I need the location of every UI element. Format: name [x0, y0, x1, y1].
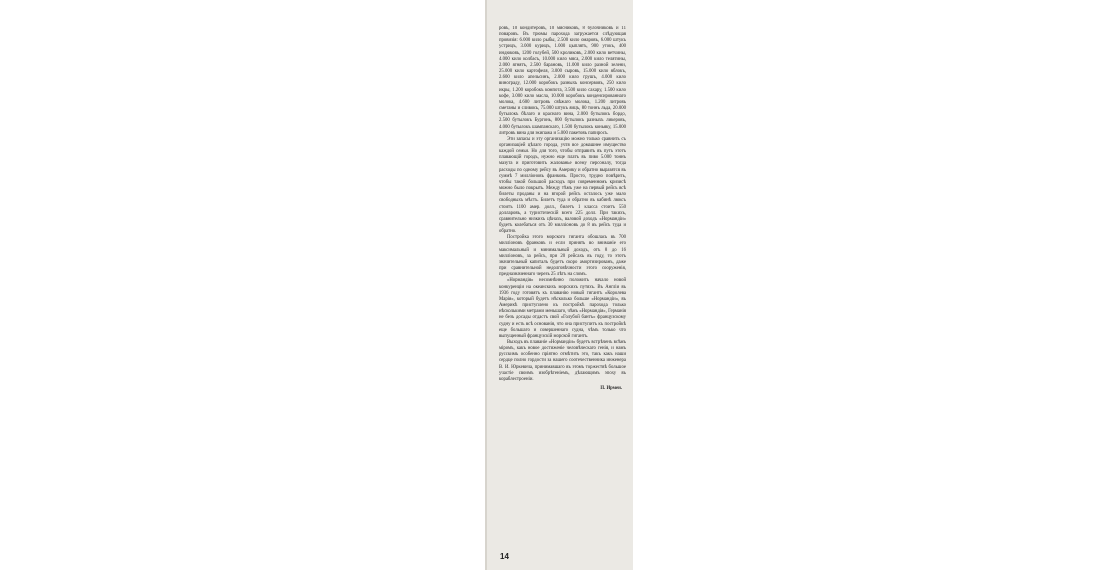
author-signature: П. Ирмен.: [600, 386, 622, 392]
paragraph-costs: Эти запасы и эту организацію можно только сравнить съ организаціей цѣлаго города, учтя все домашнее имущество каждой семьи. Но для того, чтобы отправить въ путь этотъ плавающій городъ, нужно еще платъ въ пиво 5.000 тоннъ мазута и приготовить жалованье всему персоналу, тогда расходы по одному рейсу въ Америку и обратно выразятся въ суммѣ 7 милліоновъ франковъ. Просто, трудно повѣрить, чтобы такой большой расходъ при современномъ кризисѣ можно было покрыть. Между тѣмъ уже на первый рейсъ всѣ билеты проданы и на второй рейсъ осталось уже мало свободныхъ мѣстъ. Билетъ туда и обратно въ кабинѣ люксъ стоитъ 1100 амер. долл., билетъ 1 класса стоитъ 550 долларовъ, а туристическій всего 225 долл. При такихъ, сравнительно низкихъ цѣнахъ, валовой доходъ «Нормандіи» будетъ колебаться отъ 30 милліоновъ до 8 въ рейсъ туда и обратно.: [499, 136, 626, 235]
paragraph-competition: «Нормандія» несомнѣнно положить начало новой конкуренціи на океанскихъ морскихъ путяхъ. Въ Англіи въ 1936 году готовятъ къ плаванію новый гигантъ «Королева Марія», который будетъ нѣсколько больше «Нормандіи», въ Америкѣ приступлено къ постройкѣ парохода только нѣсколькими метрами меньшаго, чѣмъ «Нормандія», Германія не безъ досады отдастъ свой «Голубой бантъ» французскому судну и есть всѣ основанія, что она приступитъ къ постройкѣ еще большаго и совершеннаго судна, чѣмъ только что выпущенный французскій морской гигантъ.: [499, 278, 626, 339]
page-number: 14: [500, 552, 509, 561]
scan-edge: [485, 0, 487, 570]
paragraph-provisions: ровъ, 10 кондитеровъ, 10 мясниковъ, 8 булочниковъ и 11 поваровъ. Въ трюмы парохода загружается слѣдующая провизія: 6.000 кило рыбы, 2.500 кило омаровъ, 6.000 штукъ устрицъ, 3.000 курицъ, 1.000 цыплятъ, 900 утокъ, 400 индюковъ, 1200 голубей, 500 кроликовъ, 2.000 кило ветчины, 4.000 кило колбасъ, 10.000 кило мяса, 2.000 кило телятины, 2.000 ягнятъ, 2.500 барановъ, 11.000 кило разной зелени, 25.000 кило картофеля, 3.000 сыровъ, 15.000 кило яблокъ, 2.600 кило апельсинъ, 2.000 кило грушъ, 4.000 кило винограду, 12.000 коробокъ разныхъ консервовъ, 250 кило икры, 1.200 коробокъ компота, 3.500 кило сахару, 1.500 кило кофе, 3.000 кило масла, 10.000 коробокъ конденсированнаго молока, 4.600 литровъ свѣжаго молока, 1.200 литровъ сметаны и сливокъ, 75.000 штукъ яицъ, 80 тоннъ льда, 20.000 бутылокъ бѣлаго и краснаго вина, 2.000 бутылокъ бордо, 2.500 бутылокъ Бургонь, 800 бутылокъ разныхъ ликеровъ, 4.000 бутылокъ шампанскаго, 1.500 бутылокъ коньяку, 15.000 литровъ вина для экипажа и 5.000 пакетовъ папиросъ.: [499, 26, 626, 136]
paragraph-conclusion: Выходъ въ плаваніе «Нормандіи» будетъ встрѣченъ всѣмъ міромъ, какъ новое достиженіе человѣческаго генія, и намъ русскимъ особенно пріятно отмѣтить это, такъ какъ наши сердце полно гордости за нашего соотечественника инженера В. И. Юркевича, принимавшаго въ этомъ торжествѣ большое участіе своимъ изобрѣтеніемъ, дѣлающимъ эпоху въ кораблестроеніи.: [499, 339, 626, 382]
article-text: [499, 26, 626, 536]
paragraph-construction: Постройка этого морского гиганта обошлась въ 700 милліоновъ франковъ и если принять во вниманіе его максимальный и минимальный доходъ, отъ 8 до 16 милліоновъ, за рейсъ, при 20 рейсахъ въ году, то этотъ значительный капиталъ будетъ скоро амортизированъ, даже при сравнительной недолговѣчности этого сооруженія, предназначеннаго черезъ 25 лѣтъ на сломъ.: [499, 235, 626, 278]
